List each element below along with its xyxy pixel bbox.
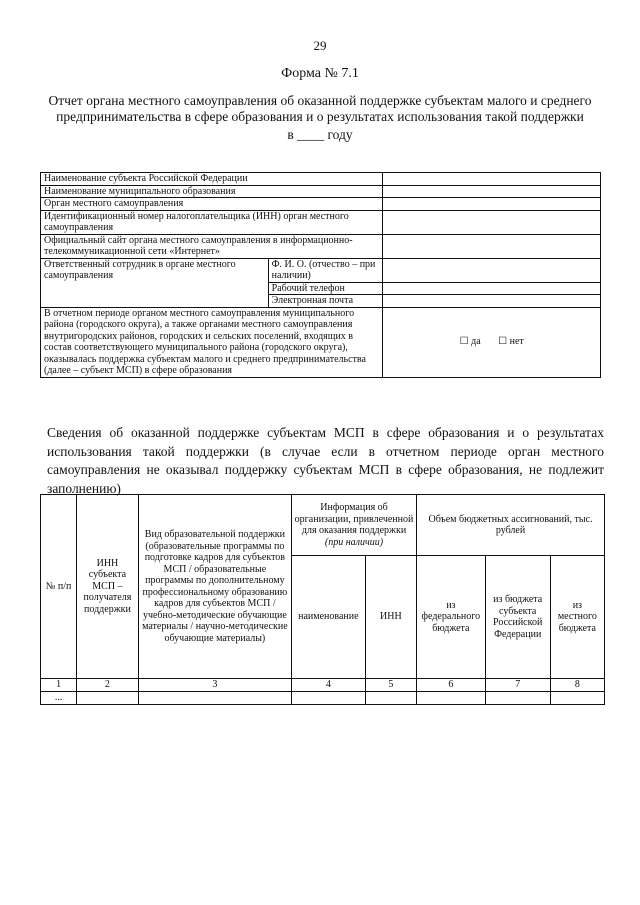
phone-value-cell[interactable] <box>383 282 601 295</box>
inn-value-cell[interactable] <box>383 210 601 234</box>
info-row-question <box>41 307 601 377</box>
col-number-4: 4 <box>292 679 366 692</box>
email-label: Электронная почта <box>268 295 383 308</box>
col-header-federal: из федерального бюджета <box>417 556 486 679</box>
body-value-cell[interactable] <box>383 198 601 211</box>
document-title: Отчет органа местного самоуправления об оказанной поддержке субъектам малого и среднего предпринимательства в сфере образования и о результатах использования такой поддержки <box>48 93 592 124</box>
col-header-org-note: (при наличии) <box>324 536 384 548</box>
municipality-label: Наименование муниципального образования <box>41 185 383 198</box>
col-header-org-inn: ИНН <box>365 556 416 679</box>
info-table <box>40 172 601 378</box>
info-row-inn <box>41 210 601 234</box>
site-label: Официальный сайт органа местного самоуправления в информационно-телекоммуникационной сети «Интернет» <box>41 234 383 258</box>
table-cell[interactable] <box>550 692 604 705</box>
fio-value-cell[interactable] <box>383 258 601 282</box>
responsible-label: Ответственный сотрудник в органе местного самоуправления <box>41 258 269 307</box>
table-cell[interactable] <box>417 692 486 705</box>
header-row-1 <box>41 495 605 556</box>
info-row-site <box>41 234 601 258</box>
form-number: Форма № 7.1 <box>281 66 359 81</box>
year-line: в ____ году <box>287 127 353 142</box>
info-row-fio <box>41 258 601 282</box>
col-number-5: 5 <box>365 679 416 692</box>
info-row-body <box>41 198 601 211</box>
table-cell[interactable] <box>292 692 366 705</box>
no-checkbox[interactable]: ☐ нет <box>498 336 524 348</box>
table-row <box>41 692 605 705</box>
site-value-cell[interactable] <box>383 234 601 258</box>
col-header-inn: ИНН субъекта МСП – получателя поддержки <box>77 495 139 679</box>
phone-label: Рабочий телефон <box>268 282 383 295</box>
col-header-local: из местного бюджета <box>550 556 604 679</box>
support-paragraph: Сведения об оказанной поддержке субъектам МСП в сфере образования и о результатах использования такой поддержки (в случае если в отчетном периоде орган местного самоуправления не оказывал поддержку субъектам МСП в сфере образования, не подлежит заполнению) <box>47 425 604 496</box>
support-question: В отчетном периоде органом местного самоуправления муниципального района (городского округа), а также органами местного самоуправления внутригородских районов, городских и сельских поселений, входящих в состав соответствующего муниципального района (городского округа), оказывалась поддержка субъектам малого и среднего предпринимательства (далее – субъект МСП) в сфере образования <box>41 307 383 377</box>
col-header-regional: из бюджета субъекта Российской Федерации <box>485 556 550 679</box>
col-header-org <box>292 495 417 556</box>
email-value-cell[interactable] <box>383 295 601 308</box>
col-header-kind: Вид образовательной поддержки (образовательные программы по подготовке кадров для субъектов МСП / образовательные программы по дополнительному профессиональному образованию кадров для субъектов МСП / учебно-методические обучающие материалы / научно-методические обучающие материалы) <box>138 495 291 679</box>
table-cell[interactable] <box>365 692 416 705</box>
info-row-municipality <box>41 185 601 198</box>
fio-label: Ф. И. О. (отчество – при наличии) <box>268 258 383 282</box>
col-number-1: 1 <box>41 679 77 692</box>
table-cell[interactable] <box>485 692 550 705</box>
inn-label: Идентификационный номер налогоплательщика (ИНН) орган местного самоуправления <box>41 210 383 234</box>
col-header-budget: Объем бюджетных ассигнований, тыс. рублей <box>417 495 605 556</box>
support-answer-cell <box>383 307 601 377</box>
col-number-3: 3 <box>138 679 291 692</box>
col-number-2: 2 <box>77 679 139 692</box>
col-header-org-name: наименование <box>292 556 366 679</box>
municipality-value-cell[interactable] <box>383 185 601 198</box>
table-cell[interactable] <box>77 692 139 705</box>
table-cell[interactable] <box>138 692 291 705</box>
subject-label: Наименование субъекта Российской Федерации <box>41 173 383 186</box>
page-number: 29 <box>313 38 327 53</box>
subject-value-cell[interactable] <box>383 173 601 186</box>
col-header-org-label: Информация об организации, привлеченной для оказания поддержки <box>294 502 414 536</box>
info-row-subject <box>41 173 601 186</box>
column-number-row <box>41 679 605 692</box>
row-ellipsis: ... <box>41 692 77 705</box>
col-number-7: 7 <box>485 679 550 692</box>
col-number-6: 6 <box>417 679 486 692</box>
body-label: Орган местного самоуправления <box>41 198 383 211</box>
col-header-num: № п/п <box>41 495 77 679</box>
yes-checkbox[interactable]: ☐ да <box>459 336 481 348</box>
col-number-8: 8 <box>550 679 604 692</box>
support-table <box>40 494 605 705</box>
